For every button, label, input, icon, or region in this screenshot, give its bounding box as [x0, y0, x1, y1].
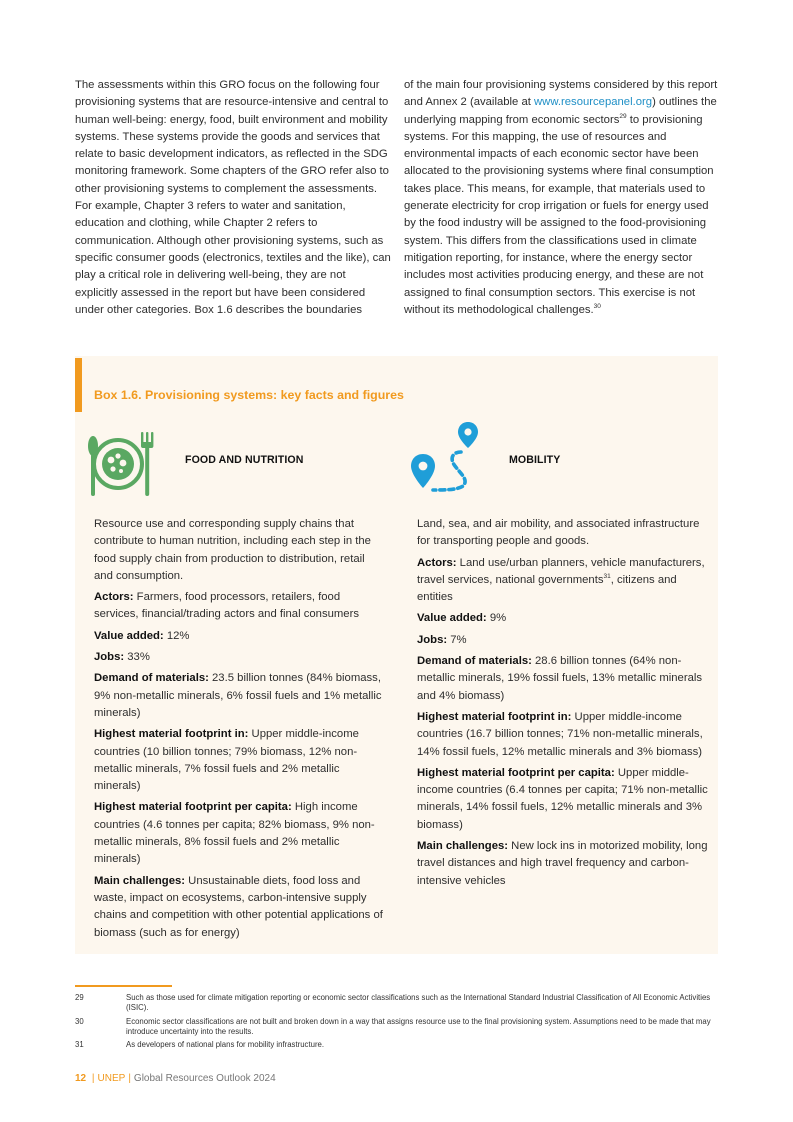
- footer-separator: |: [91, 1073, 95, 1084]
- box-provisioning-systems: [75, 356, 718, 954]
- mobility-highest-per-capita: Highest material footprint per capita: Upper middle-income countries (6.4 tonnes per capita; 71% non-metallic minerals, 14% fossil fuels, 12% metallic minerals and 3% biomass): [417, 766, 708, 831]
- food-actors: Actors: Farmers, food processors, retailers, food services, financial/trading actors and final consumers: [94, 591, 359, 621]
- food-demand-materials: Demand of materials: 23.5 billion tonnes (84% biomass, 9% non-metallic minerals, 6% fossil fuels and 1% metallic minerals): [94, 672, 382, 719]
- footnote-divider: [75, 985, 172, 987]
- food-description: Resource use and corresponding supply chains that contribute to human nutrition, including each step in the food supply chain from production to distribution, retail and consumption.: [94, 518, 371, 582]
- footnote-ref-31[interactable]: 31: [603, 573, 611, 581]
- footer-separator-2: |: [128, 1073, 131, 1084]
- mobility-jobs: Jobs: 7%: [417, 633, 467, 646]
- resourcepanel-link[interactable]: www.resourcepanel.org: [534, 96, 653, 109]
- mobility-route-icon: [409, 422, 479, 494]
- box-accent-bar: [75, 358, 82, 412]
- food-facts-column: [94, 516, 386, 946]
- page-footer: [75, 1073, 276, 1084]
- box-title: Box 1.6. Provisioning systems: key facts and figures: [94, 388, 404, 402]
- food-highest-footprint: Highest material footprint in: Upper middle-income countries (10 billion tonnes; 79% biomass, 12% non-metallic minerals, 7% fossil fuels and 2% metallic minerals): [94, 728, 359, 793]
- mobility-challenges: Main challenges: New lock ins in motorized mobility, long travel distances and high travel frequency and carbon-intensive vehicles: [417, 840, 708, 887]
- intro-right-text-a: of the main four provisioning systems considered by this report and Annex 2 (available at: [404, 79, 718, 109]
- mobility-facts-column: [417, 516, 709, 894]
- mobility-description: Land, sea, and air mobility, and associated infrastructure for transporting people and goods.: [417, 518, 700, 548]
- food-jobs: Jobs: 33%: [94, 651, 150, 664]
- mobility-heading: MOBILITY: [509, 454, 561, 466]
- mobility-highest-footprint: Highest material footprint in: Upper middle-income countries (16.7 billion tonnes; 71% non-metallic minerals, 14% fossil fuels, 12% metallic minerals and 3% biomass): [417, 710, 703, 758]
- food-value-added: Value added: 12%: [94, 629, 190, 642]
- footnote-ref-30[interactable]: 30: [593, 303, 601, 311]
- food-plate-icon: [85, 430, 157, 500]
- food-nutrition-heading: FOOD AND NUTRITION: [185, 454, 304, 466]
- page-number: 12: [75, 1073, 87, 1084]
- mobility-value-added: Value added: 9%: [417, 612, 507, 625]
- food-challenges: Main challenges: Unsustainable diets, food loss and waste, impact on ecosystems, carbon-intensive supply chains and competition with other potential applications of biomass (such as for energy): [94, 874, 383, 939]
- footer-publication: Global Resources Outlook 2024: [133, 1073, 276, 1084]
- footnote-ref-29[interactable]: 29: [619, 112, 627, 120]
- food-highest-per-capita: Highest material footprint per capita: High income countries (4.6 tonnes per capita; 82% biomass, 9% non-metallic minerals, 8% fossil fuels and 2% metallic minerals): [94, 801, 375, 866]
- intro-left-text: The assessments within this GRO focus on the following four provisioning systems that are resource-intensive and central to human well-being: energy, food, built environment and mobility systems. These systems provide the goods and services that relate to basic development indicators, as reflected in the SDG monitoring framework. Some chapters of the GRO refer also to other provisioning systems to complement the assessments. For example, Chapter 3 refers to water and sanitation, education and clothing, while Chapter 2 refers to communication. Although other provisioning systems, such as specific consumer goods (electronics, textiles and the like), can play a critical role in delivering well-being, they are not explicitly assessed in the report but have been considered under other categories. Box 1.6 describes the boundaries: [75, 79, 391, 316]
- intro-right-text-c: to provisioning systems. For this mapping, the use of resources and environmental impacts of each economic sector have been allocated to the provisioning systems where final consumption takes place. This means, for example, that materials used to generate electricity for crop irrigation or fuels for energy used by the food industry will be assigned to the food-provisioning system. This differs from the classifications used in climate mitigation reporting, for instance, where the energy sector includes most activities producing energy, and these are not assigned to final consumption sectors. This exercise is not without its methodological challenges.: [404, 113, 714, 316]
- mobility-demand-materials: Demand of materials: 28.6 billion tonnes (64% non-metallic minerals, 19% fossil fuels, 13% metallic minerals and 4% biomass): [417, 655, 703, 702]
- intro-right-column: [404, 77, 720, 319]
- intro-right-text-b: ) outlines the underlying mapping from economic sectors: [404, 96, 717, 126]
- mobility-actors: Actors: Land use/urban planners, vehicle manufacturers, travel services, national governments$^{31}$, citizens and entities: [417, 556, 705, 604]
- footer-org: UNEP: [97, 1073, 126, 1084]
- intro-left-column: [75, 77, 391, 319]
